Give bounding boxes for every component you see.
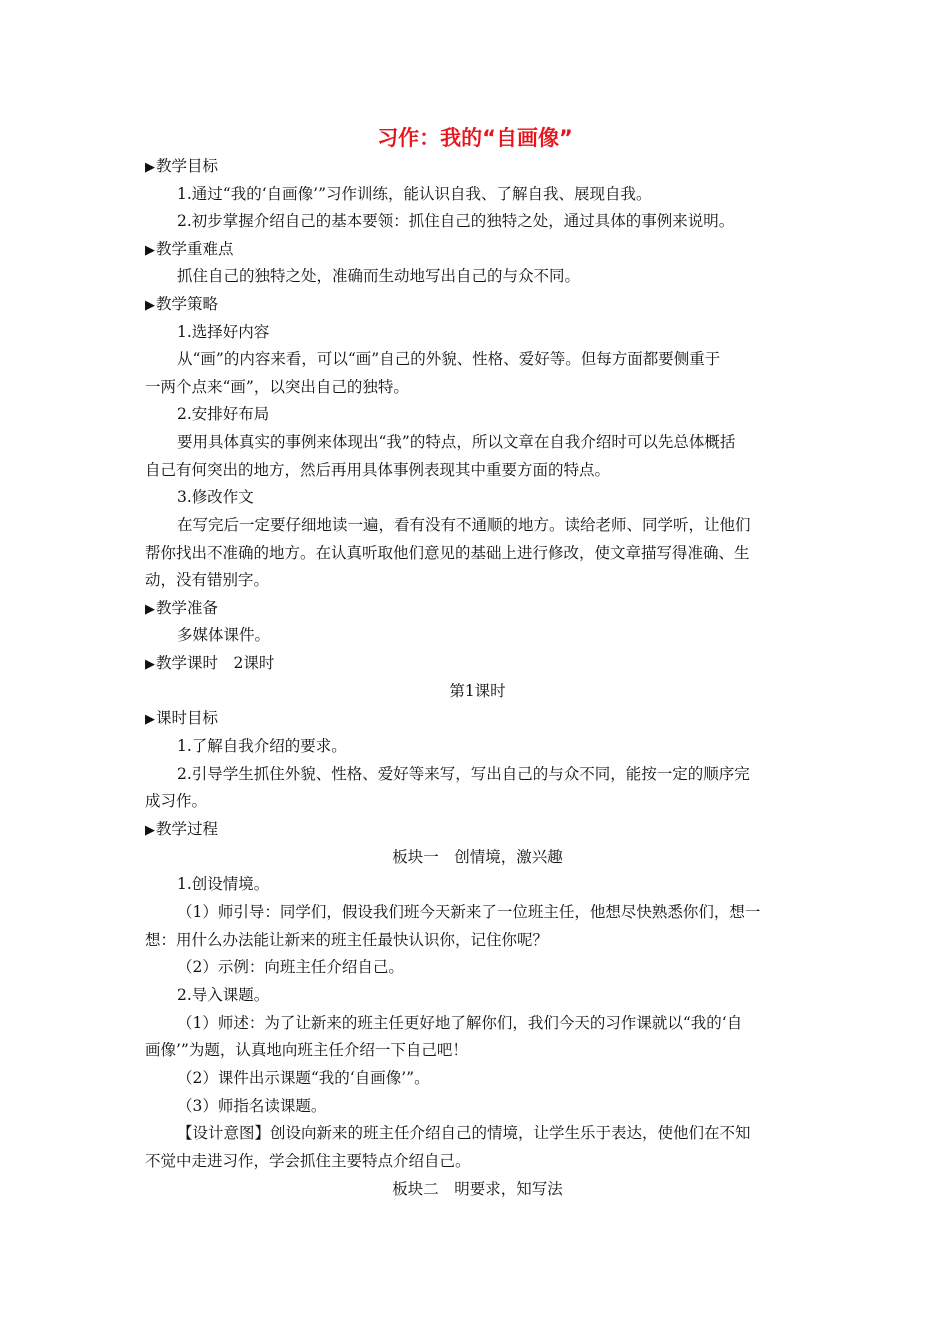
paragraph-line: 画像’”为题，认真地向班主任介绍一下自己吧！ xyxy=(145,1041,468,1059)
paragraph-line: （2）示例：向班主任介绍自己。 xyxy=(177,958,404,976)
section-heading-goals: ▶ 教学目标 xyxy=(145,154,810,180)
section-heading-process: ▶ 教学过程 xyxy=(145,817,810,843)
section-heading-key-points: ▶ 教学重难点 xyxy=(145,237,810,263)
paragraph-line: 帮你找出不准确的地方。在认真听取他们意见的基础上进行修改，使文章描写得准确、生 xyxy=(145,544,750,562)
paragraph-line: 2.引导学生抓住外貌、性格、爱好等来写，写出自己的与众不同，能按一定的顺序完 xyxy=(177,765,750,783)
paragraph-line: 一两个点来“画”，以突出自己的独特。 xyxy=(145,378,409,396)
paragraph-line: 多媒体课件。 xyxy=(177,626,271,644)
paragraph-line: 动，没有错别字。 xyxy=(145,571,270,589)
paragraph-line: 1.了解自我介绍的要求。 xyxy=(177,737,347,755)
paragraph-line: 1.创设情境。 xyxy=(177,875,270,893)
paragraph-line: （1）师述：为了让新来的班主任更好地了解你们，我们今天的习作课就以“我的‘自 xyxy=(177,1014,743,1032)
paragraph-line: 成习作。 xyxy=(145,792,208,810)
paragraph-line: （2）课件出示课题“我的‘自画像’”。 xyxy=(177,1069,430,1087)
paragraph-line: 自己有何突出的地方，然后再用具体事例表现其中重要方面的特点。 xyxy=(145,461,611,479)
block-heading-1: 板块一 创情境，激兴趣 xyxy=(392,848,563,866)
paragraph-line: 3.修改作文 xyxy=(177,488,254,506)
paragraph-line: 2.导入课题。 xyxy=(177,986,270,1004)
paragraph-line: 想：用什么办法能让新来的班主任最快认识你，记住你呢？ xyxy=(145,931,549,949)
paragraph-line: （3）师指名读课题。 xyxy=(177,1097,327,1115)
paragraph-line: 2.安排好布局 xyxy=(177,405,270,423)
document-title: 习作：我的“自画像” xyxy=(377,126,573,150)
section-heading-period-goals: ▶ 课时目标 xyxy=(145,706,810,732)
paragraph-line: （1）师引导：同学们，假设我们班今天新来了一位班主任，他想尽快熟悉你们，想一 xyxy=(177,903,761,921)
paragraph-line: 从“画”的内容来看，可以“画”自己的外貌、性格、爱好等。但每方面都要侧重于 xyxy=(177,350,721,368)
paragraph-line: 在写完后一定要仔细地读一遍，看有没有不通顺的地方。读给老师、同学听，让他们 xyxy=(177,516,751,534)
paragraph-line: 不觉中走进习作，学会抓住主要特点介绍自己。 xyxy=(145,1152,471,1170)
section-heading-preparation: ▶ 教学准备 xyxy=(145,596,810,622)
paragraph-line: 1.选择好内容 xyxy=(177,323,270,341)
paragraph-line: 1.通过“我的‘自画像’”习作训练，能认识自我、了解自我、展现自我。 xyxy=(177,185,652,203)
section-heading-periods: ▶ 教学课时 2课时 xyxy=(145,651,810,677)
paragraph-line: 抓住自己的独特之处，准确而生动地写出自己的与众不同。 xyxy=(177,267,581,285)
section-heading-strategy: ▶ 教学策略 xyxy=(145,292,810,318)
block-heading-2: 板块二 明要求，知写法 xyxy=(392,1180,563,1198)
subtitle-period-1: 第1课时 xyxy=(449,682,506,700)
paragraph-line: 要用具体真实的事例来体现出“我”的特点，所以文章在自我介绍时可以先总体概括 xyxy=(177,433,736,451)
paragraph-line: 【设计意图】创设向新来的班主任介绍自己的情境，让学生乐于表达，使他们在不知 xyxy=(177,1124,751,1142)
paragraph-line: 2.初步掌握介绍自己的基本要领：抓住自己的独特之处，通过具体的事例来说明。 xyxy=(177,212,735,230)
